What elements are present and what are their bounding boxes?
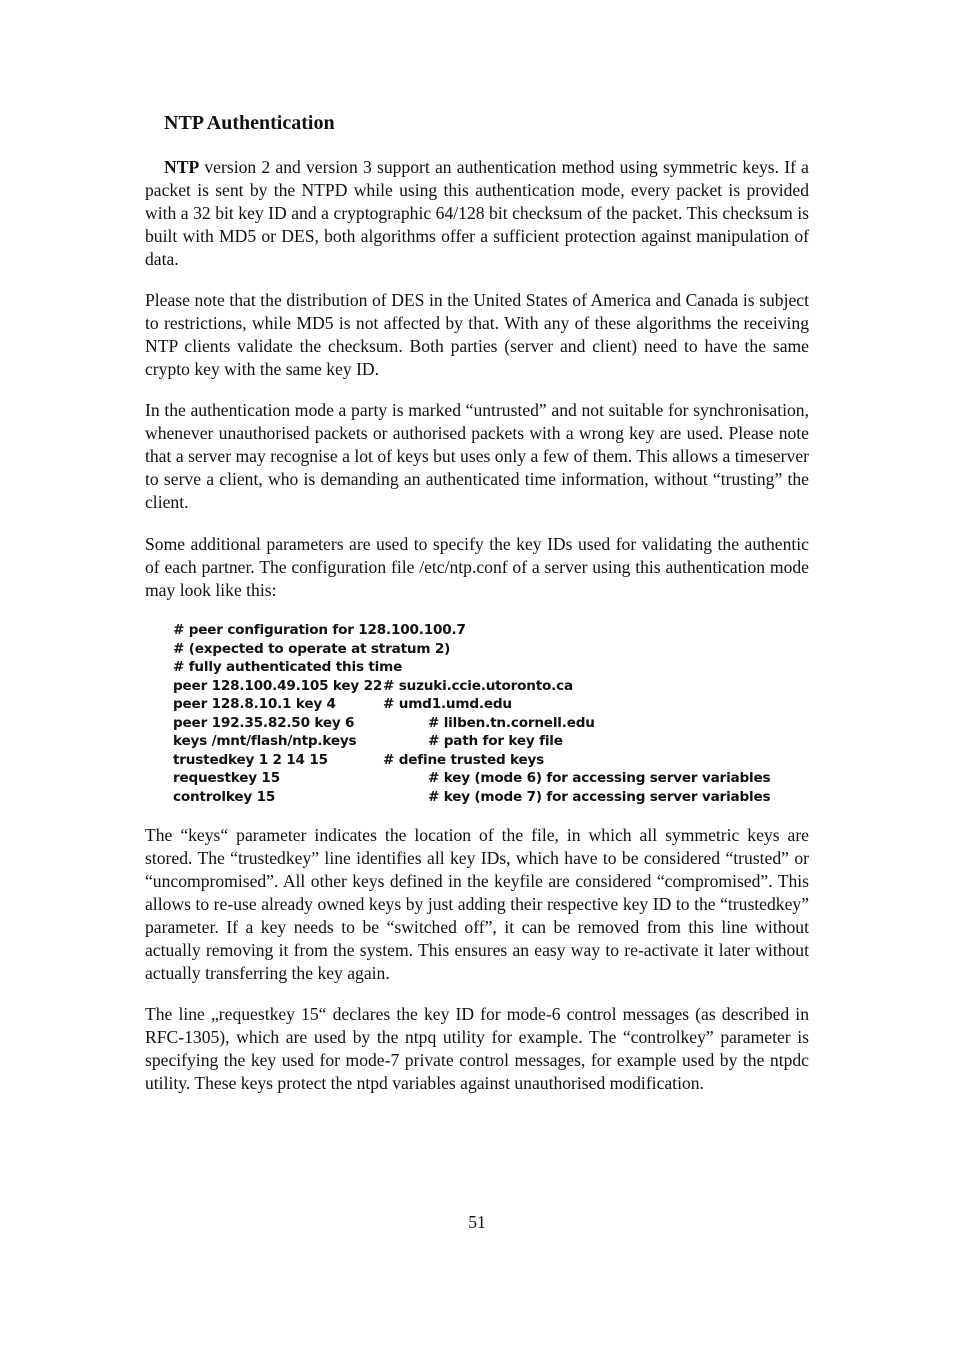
config-listing <box>173 621 793 806</box>
config-line <box>173 695 793 714</box>
config-line <box>173 621 793 640</box>
config-directive: controlkey 15 <box>173 788 276 805</box>
config-line <box>173 714 793 733</box>
paragraph-requestkey: The line „requestkey 15“ declares the key ID for mode-6 control messages (as described in RFC-1305), which are used by the ntpq utility for example. The “controlkey” parameter is specifying the key used for mode-7 private control messages, for example used by the ntpdc utility. These keys protect the ntpd variables against unauthorised modification. <box>145 1004 809 1093</box>
config-inline-comment: # key (mode 6) for accessing server variables <box>428 770 771 786</box>
config-directive: peer 128.100.49.105 key 22 <box>173 677 383 694</box>
config-inline-comment: # define trusted keys <box>383 751 545 768</box>
paragraph-des-restrictions: Please note that the distribution of DES in the United States of America and Canada is subject to restrictions, while MD5 is not affected by that. With any of these algorithms the receiving NTP clients validate the checksum. Both parties (server and client) need to have the same crypto key with the same key ID. <box>145 290 809 379</box>
config-comment-line: # fully authenticated this time <box>173 659 403 675</box>
config-inline-comment: # path for key file <box>428 733 563 749</box>
config-line <box>173 677 793 696</box>
config-line <box>173 788 793 807</box>
config-inline-comment: # lilben.tn.cornell.edu <box>428 714 595 731</box>
paragraph-ntp-intro <box>145 156 809 271</box>
config-line <box>173 640 793 659</box>
paragraph-keys-parameter: The “keys“ parameter indicates the location of the file, in which all symmetric keys are stored. The “trustedkey” line identifies all key IDs, which have to be considered “trusted” or “uncompromised”. All other keys defined in the keyfile are considered “compromised”. This allows to re-use already owned keys by just adding their respective key ID to the “trustedkey” parameter. If a key needs to be “switched off”, it can be removed from this line without actually removing it from the system. This ensures an easy way to re-activate it later without actually transferring the key again. <box>145 825 809 983</box>
config-inline-comment: # suzuki.ccie.utoronto.ca <box>383 677 573 694</box>
config-comment-line: # peer configuration for 128.100.100.7 <box>173 622 466 638</box>
config-directive: peer 128.8.10.1 key 4 <box>173 696 336 712</box>
paragraph-ntp-intro-text: version 2 and version 3 support an authentication method using symmetric keys. If a packet is sent by the NTPD while using this authentication mode, every packet is provided with a 32 bit key ID and a cryptographic 64/128 bit checksum of the packet. This checksum is built with MD5 or DES, both algorithms offer a sufficient protection against manipulation of data. <box>145 157 809 269</box>
config-directive: trustedkey 1 2 14 15 <box>173 751 328 768</box>
config-line <box>173 769 793 788</box>
page-number: 51 <box>468 1212 486 1232</box>
paragraph-config-intro: Some additional parameters are used to specify the key IDs used for validating the authentic of each partner. The configuration file /etc/ntp.conf of a server using this authentication mode may look like this: <box>145 534 809 600</box>
config-inline-comment: # key (mode 7) for accessing server variables <box>428 788 771 805</box>
config-directive: requestkey 15 <box>173 770 280 786</box>
config-inline-comment: # umd1.umd.edu <box>383 696 512 712</box>
config-line <box>173 751 793 770</box>
config-line <box>173 732 793 751</box>
config-directive: keys /mnt/flash/ntp.keys <box>173 733 357 749</box>
config-directive: peer 192.35.82.50 key 6 <box>173 714 355 731</box>
config-comment-line: # (expected to operate at stratum 2) <box>173 640 451 657</box>
config-line <box>173 658 793 677</box>
paragraph-untrusted-mode: In the authentication mode a party is marked “untrusted” and not suitable for synchronisation, whenever unauthorised packets or authorised packets with a wrong key are used. Please note that a server may recognise a lot of keys but uses only a few of them. This allows a timeserver to serve a client, who is demanding an authenticated time information, without “trusting” the client. <box>145 400 809 512</box>
ntp-bold-term: NTP <box>164 157 200 177</box>
section-heading: NTP Authentication <box>164 112 335 134</box>
